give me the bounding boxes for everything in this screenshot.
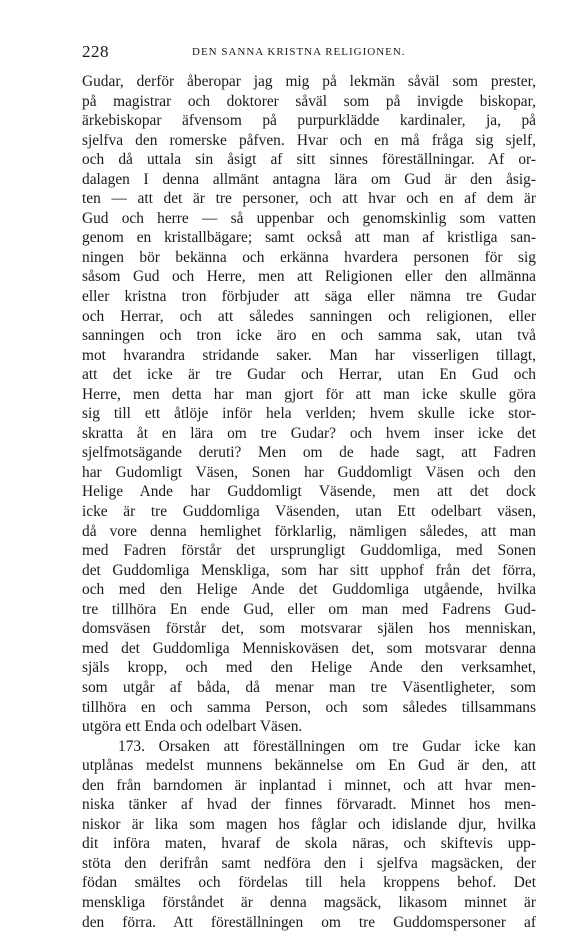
- page-header: [82, 42, 540, 64]
- text-line: som utgår af båda, då menar man tre Väsentligheter, som: [82, 678, 536, 696]
- running-head: DEN SANNA KRISTNA RELIGIONEN.: [192, 46, 406, 58]
- text-line: stöta den derifrån samt nedföra den i sjelfva magsäcken, der: [82, 854, 536, 872]
- text-line: har Gudomligt Väsen, Sonen har Guddomligt Väsen och den: [82, 463, 536, 481]
- text-line: sjelfva den romerske påfven. Hvar och en må fråga sig sjelf,: [82, 131, 536, 149]
- text-line: med det Guddomliga Menniskoväsen det, som motsvarar denna: [82, 639, 536, 657]
- text-line: genom en kristallbägare; samt också att man af kristliga san-: [82, 229, 536, 247]
- text-line: ningen bör bekänna och erkänna hvardera personen för sig: [82, 248, 536, 266]
- text-line: utgöra ett Enda och odelbart Väsen.: [82, 718, 303, 736]
- text-line: niska tänker af hvad der finnes förvaradt. Minnet hos men-: [82, 796, 536, 814]
- text-line: tillhöra en och samma Person, och som således tillsammans: [82, 698, 536, 716]
- text-line: med Fadren förstår det ursprungligt Guddomliga, med Sonen: [82, 542, 536, 560]
- text-line: 173. Orsaken att föreställningen om tre Gudar icke kan: [118, 737, 536, 755]
- text-line: Gud och herre — så uppenbar och genomskinlig som vatten: [82, 209, 536, 227]
- text-line: att det icke är tre Gudar och Herrar, utan En Gud och: [82, 366, 536, 384]
- text-line: såsom Gud och Herre, men att Religionen eller den allmänna: [82, 268, 536, 286]
- page-number: 228: [82, 42, 109, 61]
- text-line: dalagen I denna allmänt antagna lära om Gud är den åsig-: [82, 170, 536, 188]
- text-line: själs kropp, och med den Helige Ande den verksamhet,: [82, 659, 536, 677]
- text-line: och då uttala sin åsigt af sitt sinnes föreställningar. Af or-: [82, 151, 536, 169]
- text-line: Herre, men detta har man gjort för att man icke skulle göra: [82, 385, 536, 403]
- text-line: skratta åt en lära om tre Gudar? och hvem inser icke det: [82, 424, 536, 442]
- text-line: sig till ett åtlöje inför hela verlden; hvem skulle icke stor-: [82, 405, 536, 423]
- text-line: utplånas medelst munnens bekännelse om En Gud är den, att: [82, 757, 536, 775]
- text-line: den från barndomen är inplantad i minnet, och att hvar men-: [82, 776, 536, 794]
- text-line: domsväsen förstår det, som motsvarar själen hos menniskan,: [82, 620, 536, 638]
- text-line: födan smältes och fördelas till hela kroppens behof. Det: [82, 874, 536, 892]
- text-line: och med den Helige Ande det Guddomliga utgående, hvilka: [82, 581, 536, 599]
- text-line: icke är tre Guddomliga Väsenden, utan Ett odelbart väsen,: [82, 503, 536, 521]
- text-line: på magistrar och doktorer såväl som på invigde biskopar,: [82, 92, 536, 110]
- text-line: och Herrar, och att således sanningen och religionen, eller: [82, 307, 536, 325]
- text-line: eller kristna tron förbjuder att säga eller nämna tre Gudar: [82, 288, 536, 306]
- text-line: Gudar, derför åberopar jag mig på lekmän såväl som prester,: [82, 73, 536, 90]
- text-line: ärkebiskopar äfvensom på purpurklädde kardinaler, ja, på: [82, 112, 536, 130]
- text-line: Helige Ande har Guddomligt Väsende, men att det dock: [82, 483, 536, 501]
- text-line: mot hvarandra stridande saker. Man har visserligen tillagt,: [82, 346, 536, 364]
- body-text: [82, 72, 536, 932]
- text-line: den förra. Att föreställningen om tre Guddomspersoner af: [82, 913, 536, 931]
- text-line: det Guddomliga Menskliga, som har sitt upphof från det förra,: [82, 561, 536, 579]
- text-line: niskor är lika som magen hos fåglar och idislande djur, hvilka: [82, 815, 536, 833]
- text-line: sanningen och tron icke äro en och samma sak, utan två: [82, 327, 536, 345]
- text-line: menskliga förståndet är denna magsäck, likasom minnet är: [82, 893, 536, 911]
- text-line: dit införa maten, hvaraf de skola näras, och skiftevis upp-: [82, 835, 536, 853]
- text-line: då vore denna hemlighet förklarlig, nämligen således, att man: [82, 522, 536, 540]
- text-line: ten — att det är tre personer, och att hvar och en af dem är: [82, 190, 536, 208]
- text-line: tre tillhöra En ende Gud, eller om man med Fadrens Gud-: [82, 600, 536, 618]
- text-line: sjelfmotsägande deruti? Men om de hade sagt, att Fadren: [82, 444, 536, 462]
